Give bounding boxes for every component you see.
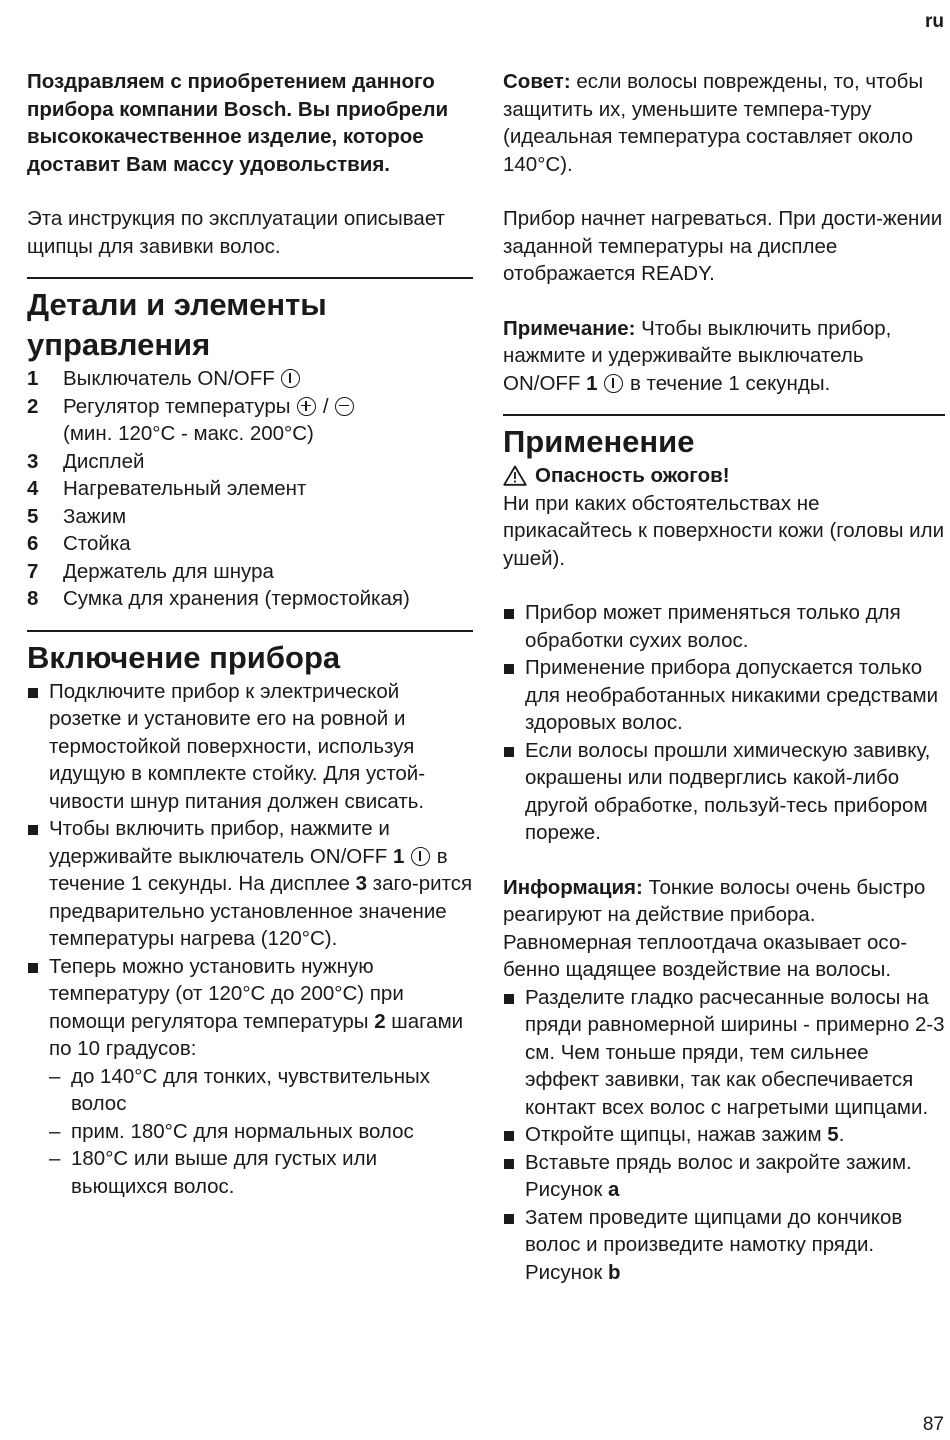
section-divider xyxy=(27,630,473,632)
heating-paragraph: Прибор начнет нагреваться. При дости-жении заданной температуры на дисплее отображается READY. xyxy=(503,207,943,285)
list-item: – 180°C или выше для густых или вьющихся волос. xyxy=(49,1145,473,1200)
description-text: Эта инструкция по эксплуатации описывает щипцы для завивки волос. xyxy=(27,207,445,258)
list-item: Чтобы включить прибор, нажмите и удерживайте выключатель ON/OFF 1 в течение 1 секунды. На дисплее 3 заго-рится предварительно установленное значение температуры нагрева (120°C). xyxy=(27,815,473,953)
note-paragraph: Примечание: Чтобы выключить прибор, нажмите и удерживайте выключатель ON/OFF 1 в течение 1 секунды. xyxy=(503,316,892,395)
power-icon xyxy=(411,847,430,866)
list-item: 8 Сумка для хранения (термостойкая) xyxy=(27,587,410,610)
minus-icon xyxy=(335,397,354,416)
list-item: 1 Выключатель ON/OFF xyxy=(27,365,473,393)
list-item: 2 Регулятор температуры / (мин. 120°C - макс. 200°C) xyxy=(27,393,473,448)
warning-triangle-icon xyxy=(503,465,527,486)
list-item: Откройте щипцы, нажав зажим 5. xyxy=(503,1121,945,1149)
temperature-list xyxy=(49,1063,473,1201)
section-divider xyxy=(27,277,473,279)
list-item: Разделите гладко расчесанные волосы на пряди равномерной ширины - примерно 2-3 см. Чем тоньше пряди, тем сильнее эффект завивки, так как обеспечивается контакт всех волос с нагретыми щипцами. xyxy=(503,984,945,1122)
page-number: 87 xyxy=(922,1413,944,1435)
plus-icon xyxy=(297,397,316,416)
burn-warning-title: Опасность ожогов! xyxy=(503,462,945,490)
list-item: Прибор может применяться только для обработки сухих волос. xyxy=(503,599,945,654)
power-on-list xyxy=(27,678,473,1201)
usage-conditions-list xyxy=(503,599,945,847)
power-icon xyxy=(281,369,300,388)
list-item: 4 Нагревательный элемент xyxy=(27,477,307,500)
list-item: Затем проведите щипцами до кончиков волос и произведите намотку пряди. Рисунок b xyxy=(503,1204,945,1287)
parts-heading: Детали и элементы управления xyxy=(27,287,327,362)
power-icon xyxy=(604,374,623,393)
usage-heading: Применение xyxy=(503,424,695,459)
parts-list xyxy=(27,365,473,613)
section-divider xyxy=(503,414,945,416)
right-column xyxy=(503,68,945,1286)
burn-warning-text: Ни при каких обстоятельствах не прикасайтесь к поверхности кожи (головы или ушей). xyxy=(503,491,945,570)
list-item: 5 Зажим xyxy=(27,504,127,528)
power-on-heading: Включение прибора xyxy=(27,639,341,675)
tip-paragraph: Совет: если волосы повреждены, то, чтобы защитить их, уменьшите темпера-туру (идеальная температура составляет около 140°C). xyxy=(503,70,924,176)
list-item: – прим. 180°C для нормальных волос xyxy=(49,1118,473,1146)
left-column xyxy=(27,68,473,1200)
list-item: – до 140°C для тонких, чувствительных волос xyxy=(49,1063,473,1118)
list-item: 3 Дисплей xyxy=(27,449,145,473)
list-item: 6 Стойка xyxy=(27,532,131,555)
info-paragraph: Информация: Тонкие волосы очень быстро реагируют на действие прибора. Равномерная теплоотдача оказывает осо-бенно щадящее воздействие на волосы. xyxy=(503,875,926,981)
list-item: Если волосы прошли химическую завивку, окрашены или подверглись какой-либо другой обработке, пользуй-тесь прибором пореже. xyxy=(503,737,945,847)
intro-text: Поздравляем с приобретением данного прибора компании Bosch. Вы приобрели высококачественное изделие, которое доставит Вам массу удовольствия. xyxy=(27,70,449,176)
list-item: Применение прибора допускается только для необработанных никакими средствами здоровых волос. xyxy=(503,654,945,737)
language-code: ru xyxy=(925,11,944,32)
list-item: Вставьте прядь волос и закройте зажим. Рисунок a xyxy=(503,1149,945,1204)
list-item: Подключите прибор к электрической розетке и установите его на ровной и термостойкой поверхности, используя идущую в комплекте стойку. Для устой-чивости шнур питания должен свисать. xyxy=(27,678,473,816)
usage-steps-list xyxy=(503,984,945,1287)
list-item: Теперь можно установить нужную температуру (от 120°C до 200°C) при помощи регулятора температуры 2 шагами по 10 градусов: – до 140°C для тонких, чувствительных волос – прим. 180°C для нормальных волос – 180°C или выше для густых или вьющихся волос. xyxy=(27,953,473,1201)
list-item: 7 Держатель для шнура xyxy=(27,559,274,583)
